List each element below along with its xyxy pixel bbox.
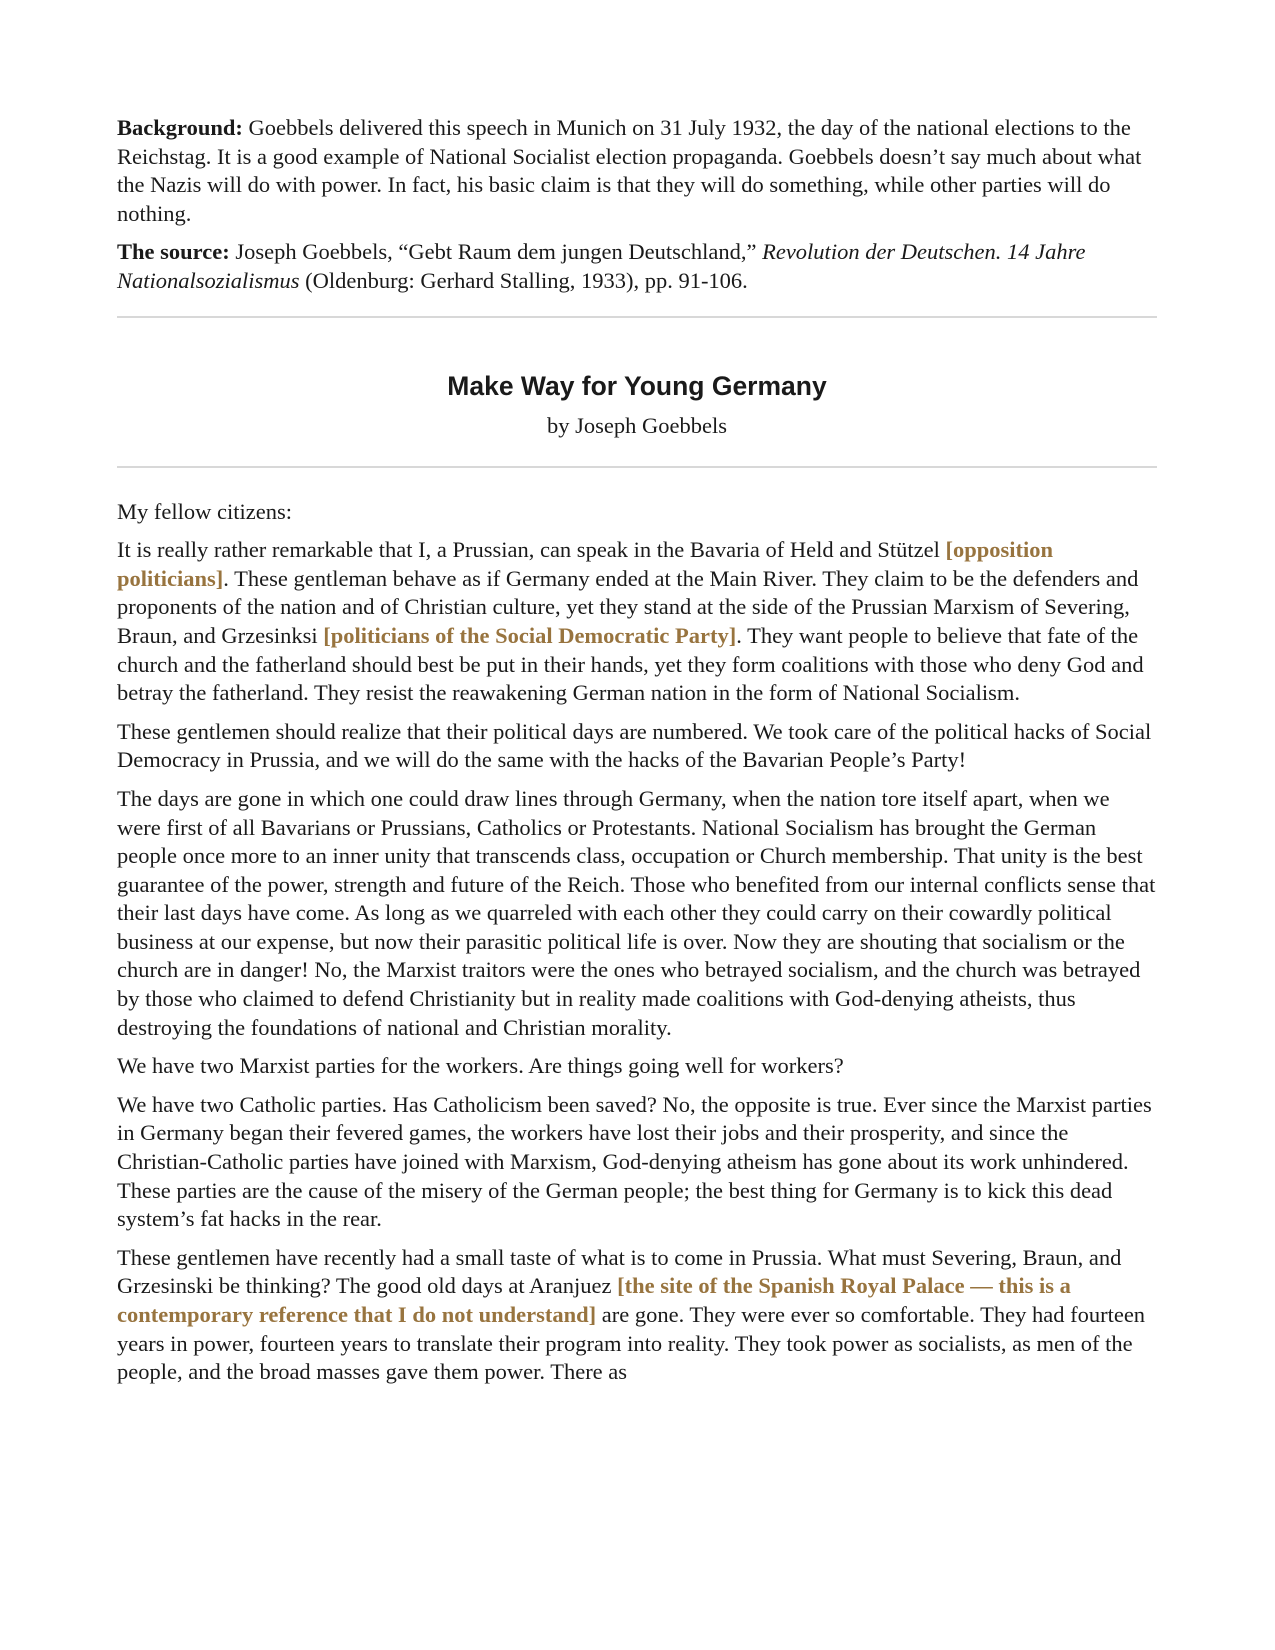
body-paragraph-7: [117, 1244, 1157, 1387]
editor-note-opposition: [opposition politicians]: [117, 537, 1053, 591]
source-text-1: Joseph Goebbels, “Gebt Raum dem jungen Deutschland,”: [229, 239, 763, 265]
source-label: The source:: [117, 239, 230, 265]
source-title-italic: Revolution der Deutschen. 14 Jahre Nationalsozialismus: [117, 239, 1086, 293]
body-paragraph-6: We have two Catholic parties. Has Catholicism been saved? No, the opposite is true. Ever since the Marxist parties in Germany began their fevered games, the workers have lost their jobs and their prosperity, and since the Christian-Catholic parties have joined with Marxism, God-denying atheism has gone about its work unhindered. These parties are the cause of the misery of the German people; the best thing for Germany is to kick this dead system’s fat hacks in the rear.: [117, 1091, 1152, 1232]
body-paragraph-5: We have two Marxist parties for the workers. Are things going well for workers?: [117, 1053, 844, 1079]
body-paragraph-1: My fellow citizens:: [117, 498, 292, 524]
source-paragraph: [117, 238, 1157, 295]
page-title: Make Way for Young Germany: [447, 370, 827, 401]
body-paragraph-3: These gentlemen should realize that their political days are numbered. We took care of the political hacks of Social Democracy in Prussia, and we will do the same with the hacks of the Bavarian People’s Party!: [117, 718, 1152, 773]
editor-note-aranjuez: [the site of the Spanish Royal Palace — this is a contemporary reference that I do not understand]: [117, 1273, 1071, 1327]
title-divider: [117, 466, 1157, 468]
background-paragraph: [117, 114, 1157, 228]
document-page: [117, 114, 1157, 1397]
body-text: . These gentleman behave as if Germany ended at the Main River. They claim to be the defenders and proponents of the nation and of Christian culture, yet they stand at the side of the Prussian Marxism of Severing, Braun, and Grzesinksi: [117, 565, 1139, 648]
source-text-2: (Oldenburg: Gerhard Stalling, 1933), pp. 91-106.: [299, 267, 748, 293]
background-text: Goebbels delivered this speech in Munich on 31 July 1932, the day of the national elections to the Reichstag. It is a good example of National Socialist election propaganda. Goebbels doesn’t say much about what the Nazis will do with power. In fact, his basic claim is that they will do something, while other parties will do nothing.: [117, 115, 1142, 226]
body-text: These gentlemen have recently had a small taste of what is to come in Prussia. What must Severing, Braun, and Grzesinski be thinking? The good old days at Aranjuez: [117, 1244, 1122, 1299]
editor-note-social-democratic: [politicians of the Social Democratic Party]: [323, 622, 737, 648]
body-text: are gone. They were ever so comfortable. They had fourteen years in power, fourteen years to translate their program into reality. They took power as socialists, as men of the people, and the broad masses gave them power. There as: [117, 1302, 1146, 1385]
body-paragraph-2: [117, 536, 1157, 708]
byline: by Joseph Goebbels: [547, 412, 727, 438]
title-block: [117, 318, 1157, 466]
body-text: It is really rather remarkable that I, a Prussian, can speak in the Bavaria of Held and Stützel: [117, 537, 946, 563]
background-label: Background:: [117, 115, 243, 140]
body-paragraph-4: The days are gone in which one could draw lines through Germany, when the nation tore itself apart, when we were first of all Bavarians or Prussians, Catholics or Protestants. National Socialism has brought the German people once more to an inner unity that transcends class, occupation or Church membership. That unity is the best guarantee of the power, strength and future of the Reich. Those who benefited from our internal conflicts sense that their last days have come. As long as we quarreled with each other they could carry on their cowardly political business at our expense, but now their parasitic political life is over. Now they are shouting that socialism or the church are in danger! No, the Marxist traitors were the ones who betrayed socialism, and the church was betrayed by those who claimed to defend Christianity but in reality made coalitions with God-denying atheists, thus destroying the foundations of national and Christian morality.: [117, 785, 1156, 1040]
body-text: . They want people to believe that fate of the church and the fatherland should best be put in their hands, yet they form coalitions with those who deny God and betray the fatherland. They resist the reawakening German nation in the form of National Socialism.: [117, 622, 1144, 706]
